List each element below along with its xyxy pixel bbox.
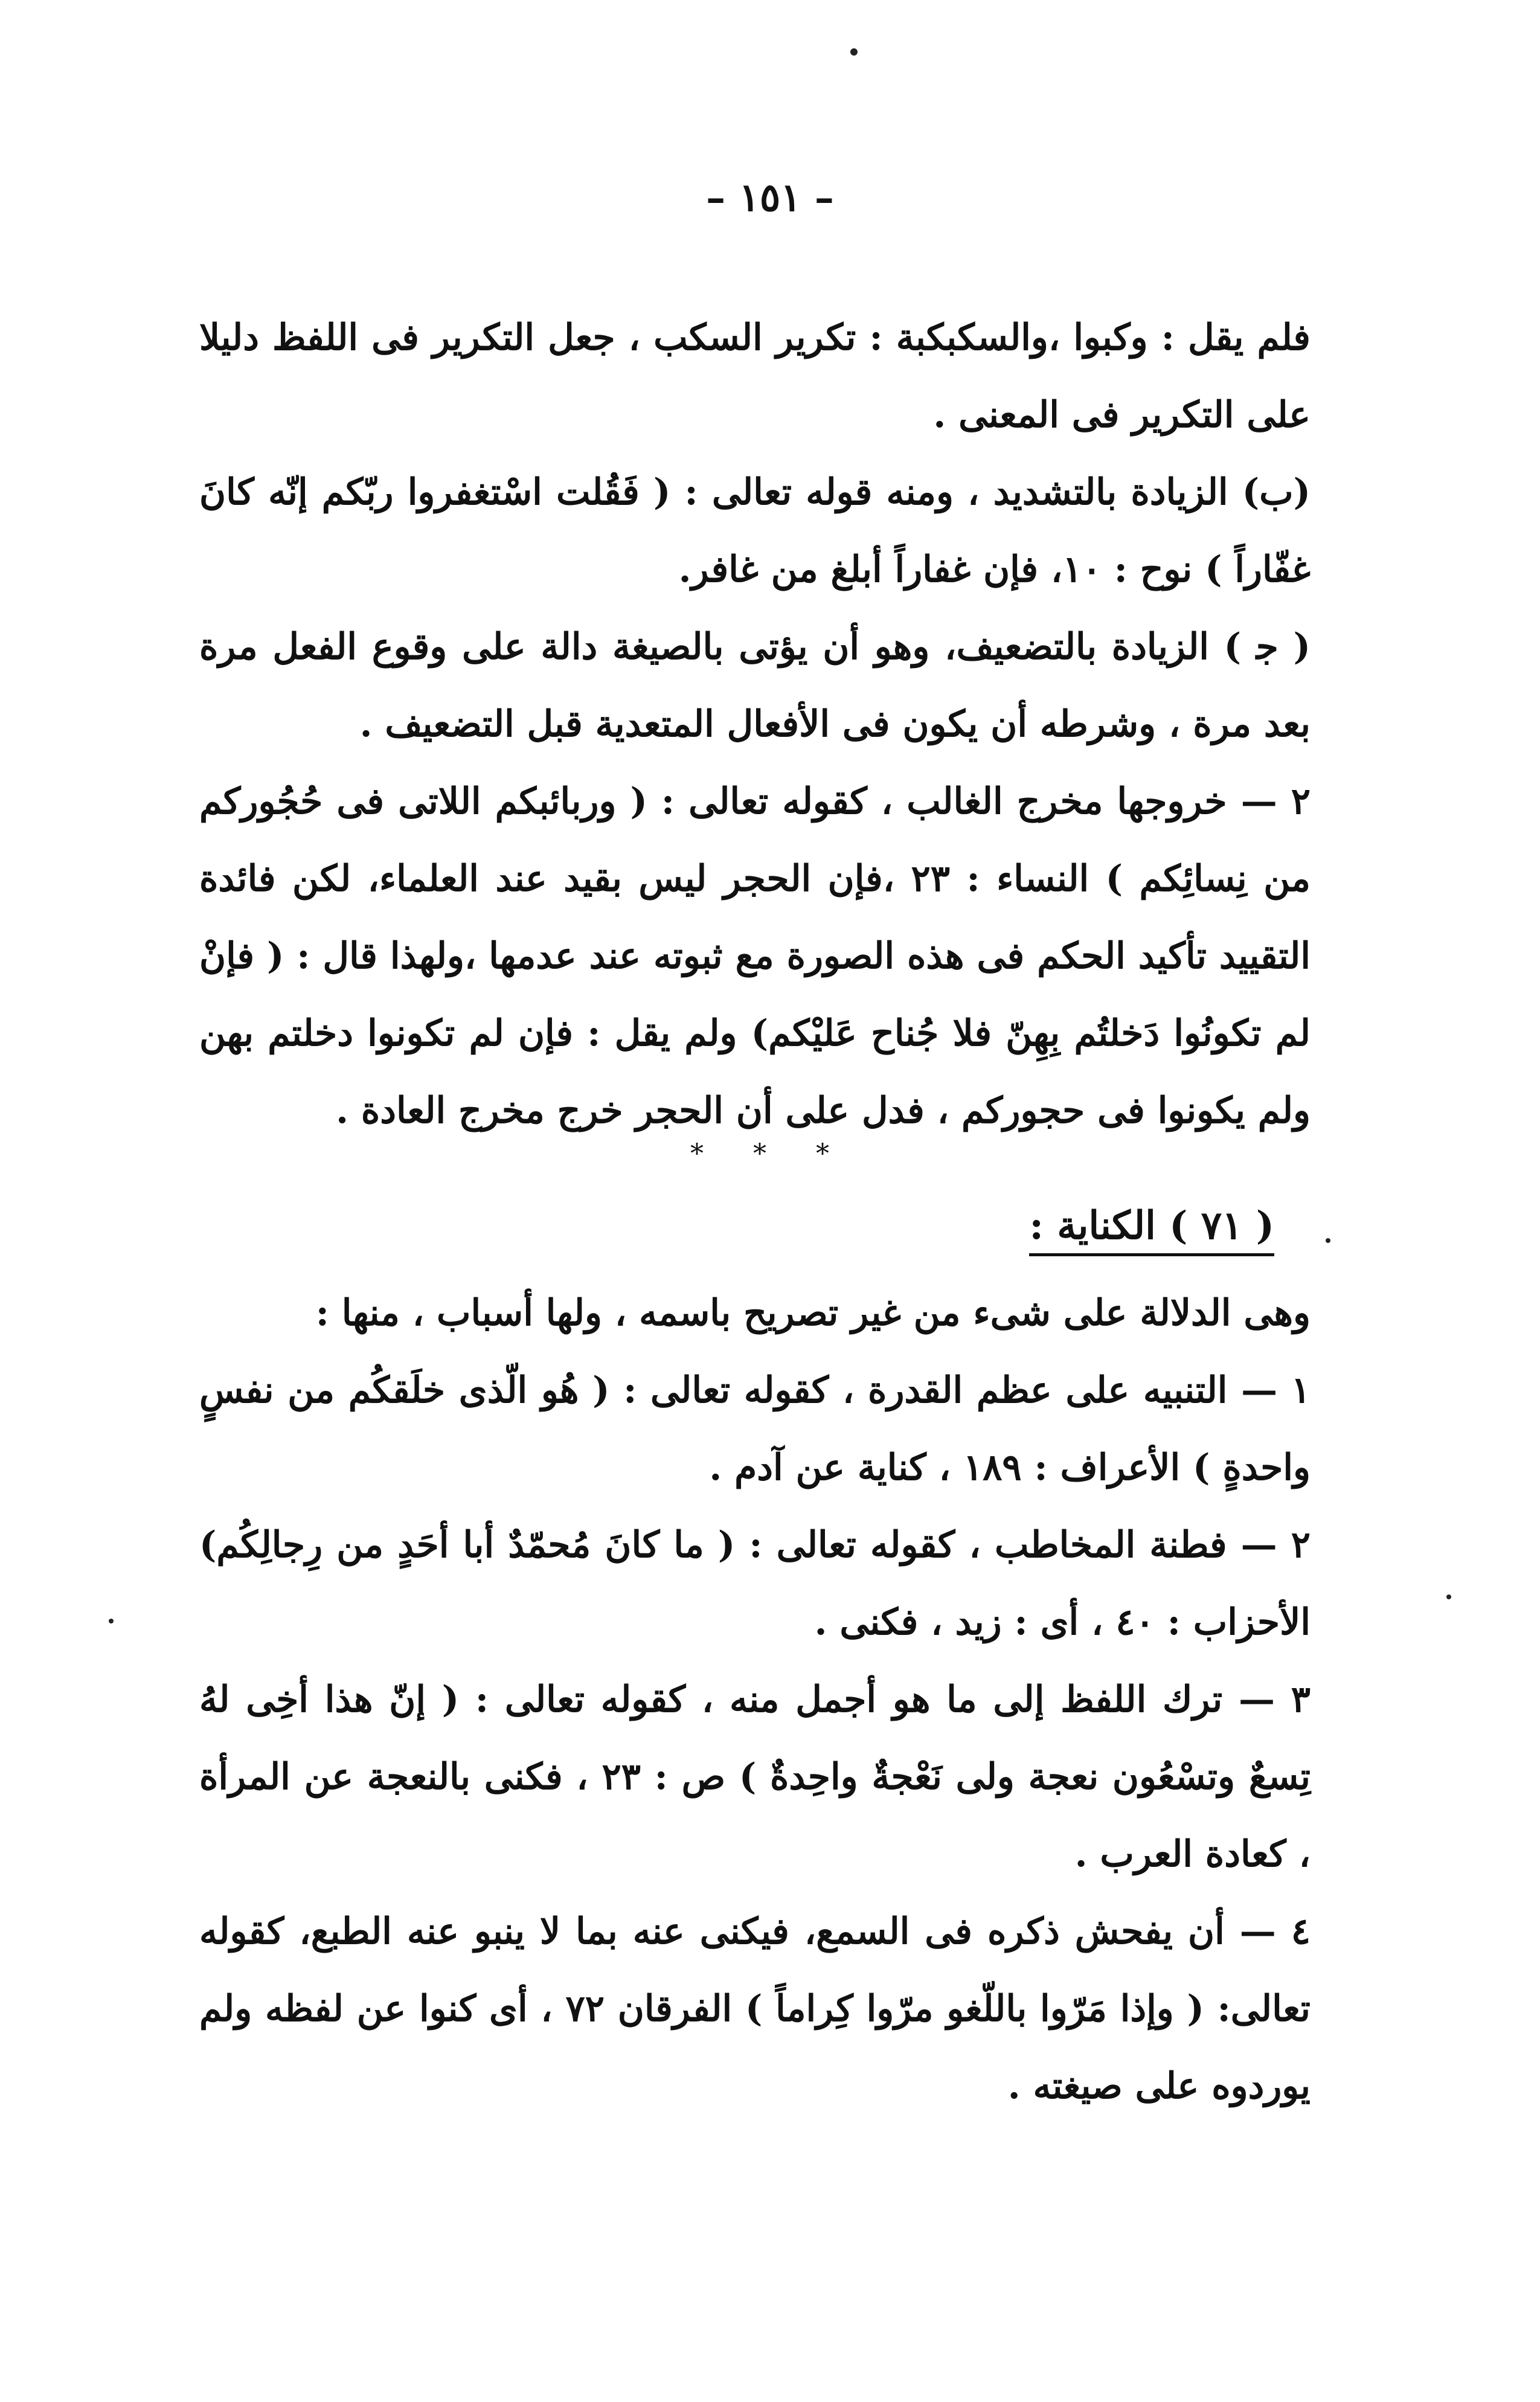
paragraph-ghalib: ٢ — خروجها مخرج الغالب ، كقوله تعالى : ( وربائبكم اللاتى فى حُجُوركم من نِسائِكم ) النساء : ٢٣ ،فإن الحجر ليس بقيد عند العلماء، لكن فائدة التقييد تأكيد الحكم فى هذه الصورة مع ثبوته عند عدمها ،ولهذا قال : ( فإنْ لم تكونُوا دَخلتُم بِهِنّ فلا جُناح عَليْكم) ولم يقل : فإن لم تكونوا دخلتم بهن ولم يكونوا فى حجوركم ، فدل على أن الحجر خرج مخرج العادة . bbox=[199, 780, 1311, 1132]
section-separator: * * * bbox=[690, 1138, 850, 1169]
scan-speck bbox=[1446, 1594, 1451, 1599]
page-number: – ١٥١ – bbox=[706, 175, 834, 220]
paragraph-tashdid: (ب) الزيادة بالتشديد ، ومنه قوله تعالى : ( فَقُلت اسْتغفروا ربّكم إنّه كانَ غفّاراً ) نوح : ١٠، فإن غفاراً أبلغ من غافر. bbox=[199, 471, 1311, 591]
paragraph-definition: وهى الدلالة على شىء من غير تصريح باسمه ، ولها أسباب ، منها : bbox=[315, 1292, 1311, 1334]
paragraph-reason-3: ٣ — ترك اللفظ إلى ما هو أجمل منه ، كقوله تعالى : ( إنّ هذا أخِى لهُ تِسعٌ وتسْعُون نعجة ولى نَعْجةٌ واحِدةٌ ) ص : ٢٣ ، فكنى بالنعجة عن المرأة ، كعادة العرب . bbox=[199, 1678, 1311, 1875]
paragraph-sakbaka: فلم يقل : وكبوا ،والسكبكبة : تكرير السكب ، جعل التكرير فى اللفظ دليلا على التكرير فى المعنى . bbox=[199, 316, 1311, 436]
scan-speck bbox=[850, 48, 858, 56]
scan-speck bbox=[109, 1619, 114, 1623]
body-text-kinaya bbox=[199, 1274, 1311, 2125]
section-heading-text: ( ٧١ ) الكناية : bbox=[1029, 1203, 1274, 1256]
paragraph-reason-2: ٢ — فطنة المخاطب ، كقوله تعالى : ( ما كانَ مُحمّدٌ أبا أحَدٍ من رِجالِكُم) الأحزاب : ٤٠ ، أى : زيد ، فكنى . bbox=[199, 1524, 1311, 1643]
paragraph-reason-4: ٤ — أن يفحش ذكره فى السمع، فيكنى عنه بما لا ينبو عنه الطبع، كقوله تعالى: ( وإذا مَرّوا باللّغو مرّوا كِراماً ) الفرقان ٧٢ ، أى كنوا عن لفظه ولم يوردوه على صيغته . bbox=[199, 1910, 1311, 2107]
section-heading bbox=[876, 1193, 1274, 1259]
paragraph-tadif: ( ﺟ ) الزيادة بالتضعيف، وهو أن يؤتى بالصيغة دالة على وقوع الفعل مرة بعد مرة ، وشرطه أن يكون فى الأفعال المتعدية قبل التضعيف . bbox=[199, 626, 1311, 745]
scan-speck bbox=[1326, 1238, 1330, 1243]
paragraph-reason-1: ١ — التنبيه على عظم القدرة ، كقوله تعالى : ( هُو الّذى خلَقكُم من نفسٍ واحدةٍ ) الأعراف : ١٨٩ ، كناية عن آدم . bbox=[199, 1369, 1311, 1489]
body-text-top bbox=[199, 299, 1311, 1149]
